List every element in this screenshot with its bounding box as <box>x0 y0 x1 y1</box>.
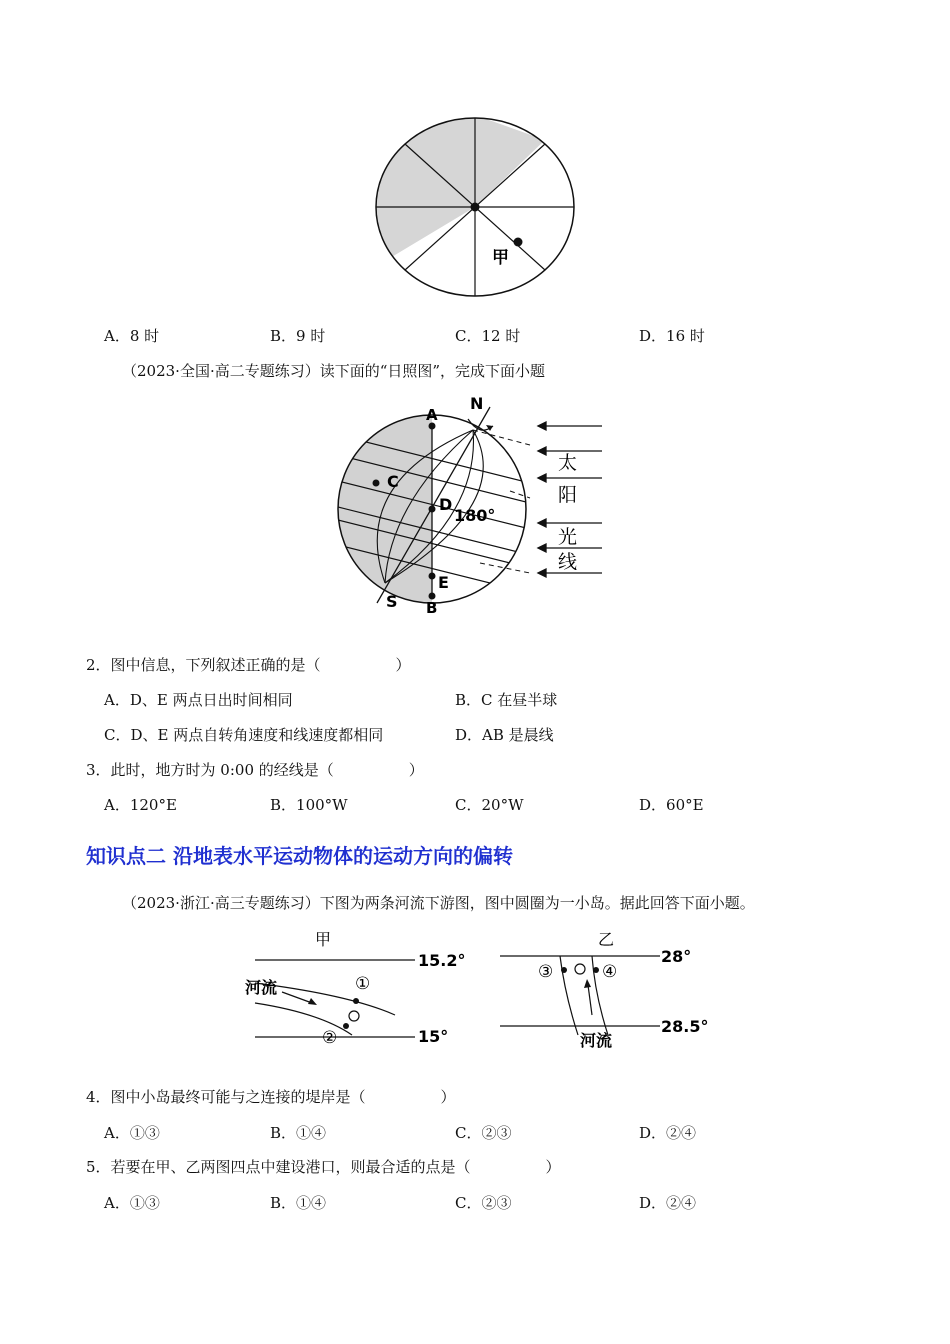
intro-sunlight-diagram: （2023·全国·高二专题练习）读下面的“日照图”，完成下面小题 <box>122 362 546 380</box>
figure-divided-circle <box>370 115 580 301</box>
q2-option-a[interactable]: A．D、E 两点日出时间相同 <box>104 691 293 709</box>
label-e: E <box>438 573 449 592</box>
right-lat-bottom: 28.5° <box>661 1017 709 1036</box>
q4-option-c[interactable]: C．②③ <box>455 1124 512 1142</box>
q2-stem: 2．图中信息，下列叙述正确的是（ ） <box>86 656 411 674</box>
label-b: B <box>426 599 438 617</box>
figure-two-rivers <box>240 925 720 1055</box>
section-heading: 知识点二 沿地表水平运动物体的运动方向的偏转 <box>86 844 513 868</box>
point-e-dot <box>429 573 436 580</box>
left-lat-top: 15.2° <box>418 951 466 970</box>
left-title: 甲 <box>315 930 332 949</box>
q1-option-d[interactable]: D．16 时 <box>639 327 705 345</box>
figure-sunlight-globe <box>330 393 620 618</box>
left-river-label: 河流 <box>245 978 278 997</box>
point-jia-label: 甲 <box>492 248 509 268</box>
center-dot <box>471 203 480 212</box>
left-island <box>349 1011 359 1021</box>
right-river-label: 河流 <box>580 1031 613 1050</box>
label-c: C <box>387 472 399 491</box>
point-jia-dot <box>514 238 523 247</box>
sun-char-2: 阳 <box>558 484 578 506</box>
point-2-label: ② <box>322 1028 338 1048</box>
q5-stem: 5．若要在甲、乙两图四点中建设港口，则最合适的点是（ ） <box>86 1158 561 1176</box>
right-lat-top: 28° <box>661 947 692 966</box>
point-2-dot <box>343 1023 349 1029</box>
q5-option-d[interactable]: D．②④ <box>639 1194 697 1212</box>
q3-option-d[interactable]: D．60°E <box>639 796 704 814</box>
point-1-label: ① <box>355 974 371 994</box>
label-180: 180° <box>454 506 496 525</box>
label-s: S <box>386 592 398 611</box>
point-4-label: ④ <box>602 962 618 982</box>
q3-option-b[interactable]: B．100°W <box>270 796 348 814</box>
night-hemisphere <box>330 393 432 618</box>
label-d: D <box>439 495 453 514</box>
sun-char-3: 光 <box>558 526 578 548</box>
q5-option-b[interactable]: B．①④ <box>270 1194 327 1212</box>
q2-option-c[interactable]: C．D、E 两点自转角速度和线速度都相同 <box>104 726 384 744</box>
q1-option-a[interactable]: A．8 时 <box>104 327 160 345</box>
q3-option-a[interactable]: A．120°E <box>104 796 177 814</box>
q1-option-b[interactable]: B．9 时 <box>270 327 326 345</box>
point-c-dot <box>373 480 380 487</box>
q4-option-d[interactable]: D．②④ <box>639 1124 697 1142</box>
left-lat-bottom: 15° <box>418 1027 449 1046</box>
q5-option-a[interactable]: A．①③ <box>104 1194 160 1212</box>
q3-option-c[interactable]: C．20°W <box>455 796 524 814</box>
intro-river-diagram: （2023·浙江·高三专题练习）下图为两条河流下游图，图中圆圈为一小岛。据此回答下面小题。 <box>122 894 755 912</box>
q3-stem: 3．此时，地方时为 0:00 的经线是（ ） <box>86 761 424 779</box>
point-1-dot <box>353 998 359 1004</box>
right-title: 乙 <box>598 930 615 949</box>
sun-char-1: 太 <box>558 452 578 474</box>
q4-stem: 4．图中小岛最终可能与之连接的堤岸是（ ） <box>86 1088 456 1106</box>
sun-char-4: 线 <box>558 551 578 573</box>
point-4-dot <box>593 967 599 973</box>
night-sector-lower <box>370 207 475 270</box>
q4-option-a[interactable]: A．①③ <box>104 1124 160 1142</box>
q2-option-b[interactable]: B．C 在昼半球 <box>455 691 558 709</box>
q4-option-b[interactable]: B．①④ <box>270 1124 327 1142</box>
point-3-label: ③ <box>538 962 554 982</box>
point-3-dot <box>561 967 567 973</box>
label-a: A <box>426 406 438 424</box>
label-n: N <box>470 394 484 413</box>
q2-option-d[interactable]: D．AB 是晨线 <box>455 726 554 744</box>
q5-option-c[interactable]: C．②③ <box>455 1194 512 1212</box>
right-island <box>575 964 585 974</box>
night-sector-upper-right <box>475 115 545 207</box>
q1-option-c[interactable]: C．12 时 <box>455 327 521 345</box>
point-d-dot <box>429 506 436 513</box>
